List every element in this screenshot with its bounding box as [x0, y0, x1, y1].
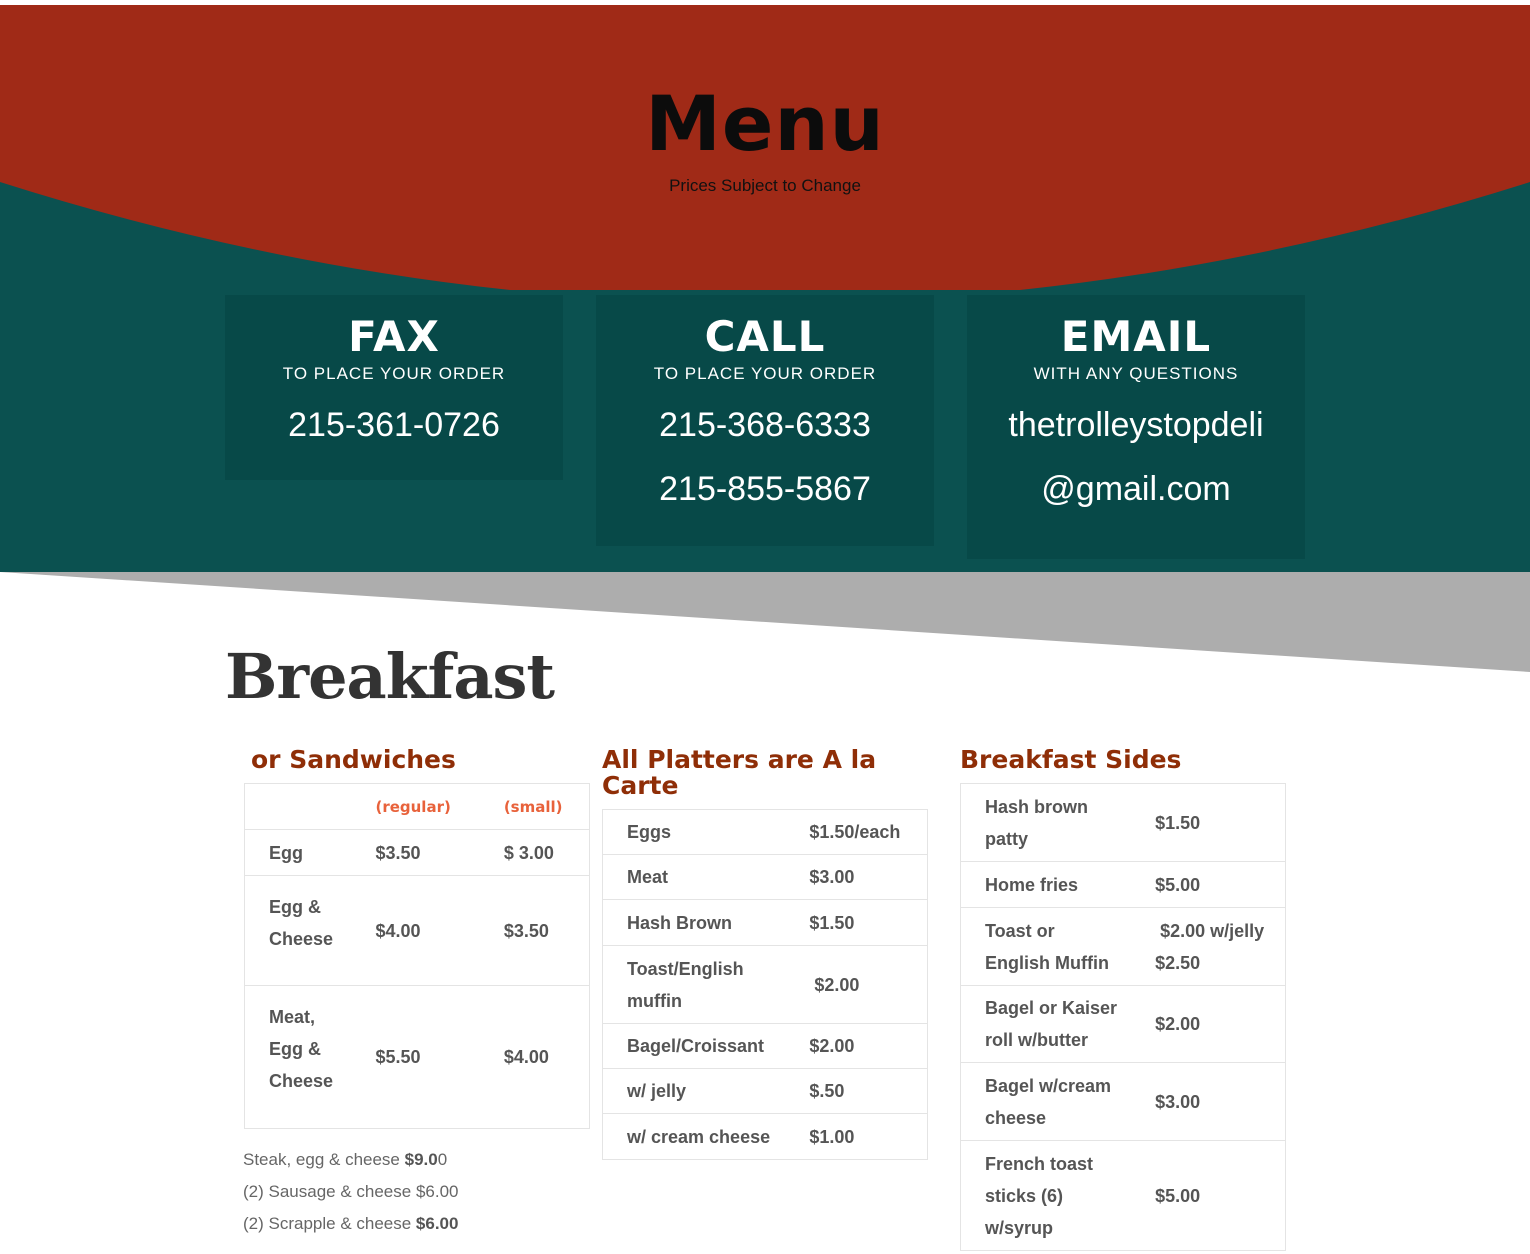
email-address-line-1[interactable]: thetrolleystopdeli	[1008, 406, 1264, 444]
item-name: Egg	[245, 830, 376, 876]
table-row	[961, 1141, 1286, 1251]
sandwiches-table	[244, 783, 590, 1129]
sandwiches-heading: or Sandwiches	[251, 745, 456, 774]
item-price: $3.00	[1155, 1063, 1285, 1141]
table-row	[603, 810, 928, 855]
item-name: Eggs	[603, 810, 810, 855]
page-title: Menu	[645, 79, 885, 168]
item-price: $5.00	[1155, 1141, 1285, 1251]
item-name: Toast or English Muffin	[961, 908, 1156, 986]
item-price: $.50	[809, 1069, 927, 1114]
item-price: $2.00	[809, 1024, 927, 1069]
item-price: $2.00	[809, 946, 927, 1024]
table-row	[603, 946, 928, 1024]
table-row	[961, 1063, 1286, 1141]
note-sausage: (2) Sausage & cheese $6.00	[243, 1182, 459, 1201]
email-address-line-2[interactable]: @gmail.com	[1041, 470, 1231, 508]
table-row	[603, 1069, 928, 1114]
item-name: Bagel/Croissant	[603, 1024, 810, 1069]
table-row	[961, 862, 1286, 908]
item-price: $3.00	[809, 855, 927, 900]
fax-subheading: TO PLACE YOUR ORDER	[282, 364, 506, 383]
item-name: Meat, Egg & Cheese	[245, 986, 376, 1129]
platters-heading: All Platters are A la Carte	[602, 745, 877, 800]
item-name: Hash Brown	[603, 900, 810, 946]
email-card	[967, 295, 1305, 559]
item-name: w/ cream cheese	[603, 1114, 810, 1160]
table-row	[245, 876, 590, 986]
price-small: $4.00	[504, 986, 590, 1129]
table-row	[961, 986, 1286, 1063]
price-regular: $5.50	[375, 986, 503, 1129]
item-name: Hash brown patty	[961, 784, 1156, 862]
table-header-row	[245, 784, 590, 830]
table-row	[245, 830, 590, 876]
price-small: $ 3.00	[504, 830, 590, 876]
price-small: $3.50	[504, 876, 590, 986]
column-label-item	[245, 784, 376, 830]
item-name: French toast sticks (6) w/syrup	[961, 1141, 1156, 1251]
item-price: $1.50	[1155, 784, 1285, 862]
item-price: $1.50/each	[809, 810, 927, 855]
note-scrapple: (2) Scrapple & cheese $6.00	[243, 1214, 459, 1233]
item-name: Bagel or Kaiser roll w/butter	[961, 986, 1156, 1063]
item-price: $5.00	[1155, 862, 1285, 908]
call-subheading: TO PLACE YOUR ORDER	[653, 364, 877, 383]
column-label-small: (small)	[504, 784, 590, 830]
sides-heading: Breakfast Sides	[960, 745, 1182, 774]
table-row	[961, 784, 1286, 862]
item-price: $2.00 w/jelly $2.50	[1155, 908, 1285, 986]
item-name: Toast/English muffin	[603, 946, 810, 1024]
phone-number-2[interactable]: 215-855-5867	[659, 470, 871, 508]
fax-heading: FAX	[348, 312, 440, 361]
item-name: Home fries	[961, 862, 1156, 908]
email-subheading: WITH ANY QUESTIONS	[1033, 364, 1239, 383]
item-price: $2.00	[1155, 986, 1285, 1063]
column-label-regular: (regular)	[375, 784, 503, 830]
page-subtitle: Prices Subject to Change	[669, 176, 861, 195]
phone-number-1[interactable]: 215-368-6333	[659, 406, 871, 444]
table-row	[245, 986, 590, 1129]
table-row	[603, 1024, 928, 1069]
sides-table	[960, 783, 1286, 1251]
call-card	[596, 295, 934, 546]
platters-table	[602, 809, 928, 1160]
table-row	[603, 855, 928, 900]
fax-card	[225, 295, 563, 480]
item-name: w/ jelly	[603, 1069, 810, 1114]
note-steak: Steak, egg & cheese $9.00	[243, 1150, 448, 1169]
item-name: Bagel w/cream cheese	[961, 1063, 1156, 1141]
table-row	[961, 908, 1286, 986]
table-row	[603, 1114, 928, 1160]
item-price: $1.00	[809, 1114, 927, 1160]
item-name: Egg & Cheese	[245, 876, 376, 986]
section-title-breakfast: Breakfast	[225, 640, 555, 713]
item-price: $1.50	[809, 900, 927, 946]
price-regular: $4.00	[375, 876, 503, 986]
call-heading: CALL	[704, 312, 826, 361]
price-regular: $3.50	[375, 830, 503, 876]
item-name: Meat	[603, 855, 810, 900]
table-row	[603, 900, 928, 946]
fax-number[interactable]: 215-361-0726	[288, 406, 500, 444]
email-heading: EMAIL	[1060, 312, 1212, 361]
